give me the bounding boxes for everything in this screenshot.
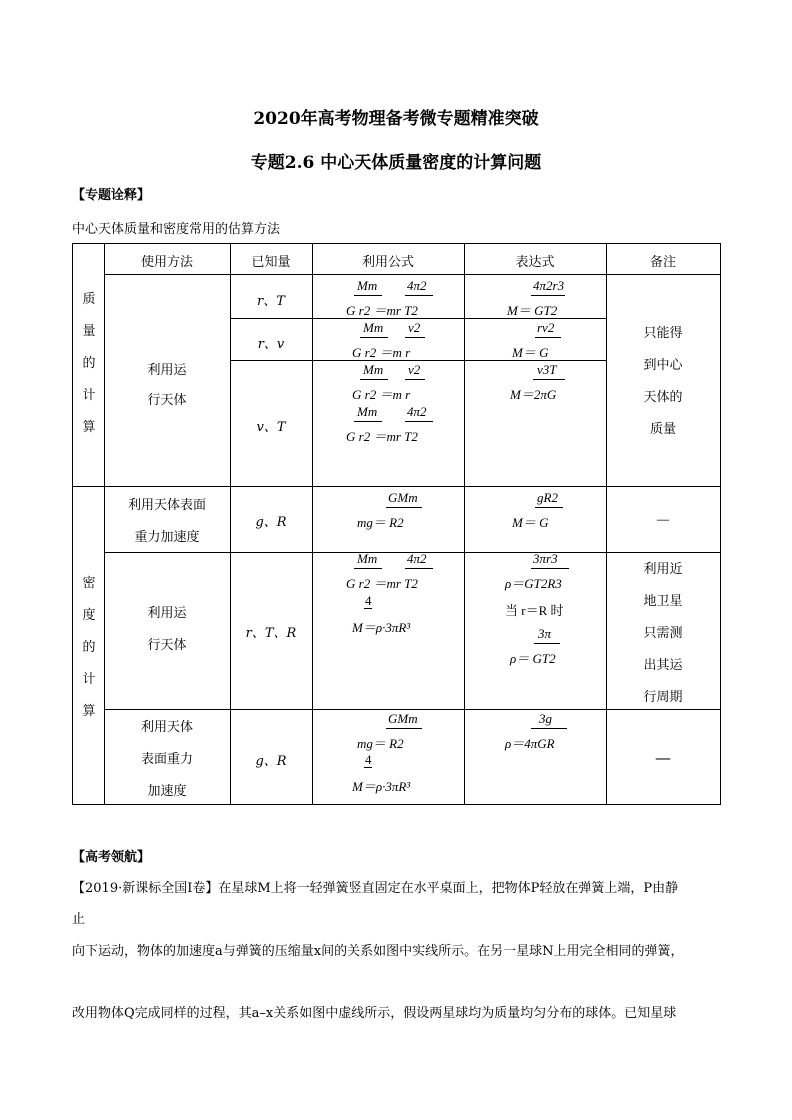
method-line: 行天体 (147, 393, 187, 408)
expression-top: 4π2r3 (533, 278, 565, 293)
method-line: 重力加速度 (134, 530, 200, 545)
fraction-bar (354, 421, 382, 422)
formula-top: v2 (408, 320, 421, 335)
header-method: 使用方法 (140, 255, 193, 270)
surface-note: － (654, 511, 671, 530)
expression-top: gR2 (537, 490, 558, 505)
formula-top: GMm (388, 490, 418, 505)
fraction-bar (534, 643, 560, 644)
fraction-bar (405, 295, 433, 296)
formula-top: 4π2 (407, 404, 427, 419)
mass-method (104, 356, 230, 416)
table-rule (312, 243, 313, 805)
header-formula: 利用公式 (361, 255, 414, 270)
known-g-r-density: g、R (255, 754, 287, 769)
table-rule (464, 243, 465, 805)
formula-top: 4π2 (407, 551, 427, 566)
group-char: 计 (82, 388, 96, 403)
condition-text: 当 r＝R 时 (505, 603, 564, 618)
expression-bottom: ρ＝GT2R3 (505, 576, 562, 591)
group-char: 量 (82, 324, 96, 339)
fraction-bar (405, 421, 433, 422)
fraction-bar (386, 728, 422, 729)
formula-top: Mm (357, 404, 378, 419)
expression-bottom: ρ＝ GT2 (510, 651, 556, 666)
method-line: 利用天体表面 (127, 498, 206, 513)
surface-method (104, 490, 230, 554)
mass-note (606, 318, 720, 446)
expression-bottom: M＝ G (512, 345, 549, 360)
intro-text: 中心天体质量和密度常用的估算方法 (72, 222, 281, 237)
formula-top: Mm (363, 362, 384, 377)
density-orbit-note (606, 554, 720, 714)
note-line: 出其运 (643, 658, 683, 673)
table-border-left (72, 243, 73, 805)
method-line: 利用运 (147, 363, 187, 378)
header-known: 已知量 (251, 255, 291, 270)
fraction-bar (354, 295, 382, 296)
density-orbit-method (104, 598, 230, 662)
volume-numerator: 4 (365, 752, 372, 767)
volume-formula: M＝ρ·3πR³ (352, 779, 411, 794)
problem-line: 向下运动，物体的加速度a与弹簧的压缩量x间的关系如图中实线所示。在另一星球N上用完全相同的弹簧， (72, 944, 684, 959)
fraction-bar (535, 337, 561, 338)
group-char: 的 (82, 356, 96, 371)
problem-line: 改用物体Q完成同样的过程，其a–x关系如图中虚线所示，假设两星球均为质量均匀分布的球体。已知星球 (72, 1006, 677, 1021)
header-note: 备注 (649, 255, 676, 270)
problem-line: 止 (72, 912, 86, 927)
group-char: 算 (82, 704, 96, 719)
table-rule (104, 274, 720, 275)
expression-top: 3πr3 (533, 551, 558, 566)
table-rule (230, 360, 606, 361)
formula-top: 4π2 (407, 278, 427, 293)
method-line: 行天体 (147, 638, 187, 653)
fraction-bar (405, 337, 425, 338)
formula-top: Mm (363, 320, 384, 335)
section-heading-explanation: 【专题诠释】 (72, 188, 151, 203)
fraction-bar (535, 507, 563, 508)
fraction-bar (386, 507, 422, 508)
group-char: 的 (82, 640, 96, 655)
group-char: 密 (82, 576, 96, 591)
table-rule (72, 486, 720, 487)
note-line: 只需测 (643, 626, 683, 641)
fraction-bar (360, 337, 388, 338)
formula-bottom: G r2 ＝mr T2 (346, 303, 418, 318)
note-line: 地卫星 (643, 594, 683, 609)
fraction-bar (360, 379, 388, 380)
header-expression: 表达式 (515, 255, 555, 270)
expression-bottom: M＝2πG (510, 387, 557, 402)
method-line: 利用运 (147, 606, 187, 621)
fraction-bar (531, 295, 565, 296)
method-line: 加速度 (147, 784, 187, 799)
fraction-bar (533, 379, 565, 380)
formula-top: GMm (388, 711, 418, 726)
known-r-t: r、T (257, 294, 285, 309)
expression-bottom: M＝ G (512, 515, 549, 530)
method-line: 利用天体 (140, 720, 193, 735)
note-line: 只能得 (643, 326, 683, 341)
doc-title: 2020年高考物理备考微专题精准突破 (253, 109, 539, 129)
expression-bottom: ρ＝4πGR (505, 736, 555, 751)
known-v-t: v、T (256, 420, 286, 435)
group-char: 算 (82, 420, 96, 435)
fraction-bar (531, 728, 567, 729)
volume-formula: M＝ρ·3πR³ (352, 620, 411, 635)
expression-top: rv2 (537, 320, 555, 335)
table-border-top (72, 243, 720, 244)
fraction-bar (364, 608, 372, 609)
group-char: 计 (82, 672, 96, 687)
expression-top: 3g (539, 711, 552, 726)
fraction-bar (405, 568, 433, 569)
formula-bottom: mg＝ R2 (357, 515, 404, 530)
formula-bottom: G r2 ＝m r (352, 345, 411, 360)
formula-bottom: G r2 ＝mr T2 (346, 429, 418, 444)
method-line: 表面重力 (140, 752, 193, 767)
note-line: 利用近 (643, 562, 683, 577)
expression-top: v3T (537, 362, 557, 377)
expression-bottom: M＝ GT2 (507, 303, 558, 318)
group-char: 质 (82, 292, 96, 307)
formula-top: v2 (408, 362, 421, 377)
group-char: 度 (82, 608, 96, 623)
note-line: 到中心 (643, 358, 683, 373)
table-border-right (720, 243, 721, 805)
problem-line: 【2019·新课标全国Ⅰ卷】在星球M上将一轻弹簧竖直固定在水平桌面上，把物体P轻放在弹簧上端，P由静 (72, 881, 679, 896)
fraction-bar (405, 379, 425, 380)
mass-group-label (74, 284, 104, 444)
section-heading-exam: 【高考领航】 (72, 850, 151, 865)
formula-bottom: G r2 ＝mr T2 (346, 576, 418, 591)
density-surface-method (104, 712, 230, 808)
expression-top: 3π (538, 626, 552, 641)
note-line: 行周期 (643, 690, 683, 705)
formula-bottom: mg＝ R2 (357, 736, 404, 751)
known-g-r: g、R (255, 515, 287, 530)
fraction-bar (354, 568, 382, 569)
density-surface-note: — (655, 748, 671, 767)
formula-bottom: G r2 ＝m r (352, 387, 411, 402)
volume-numerator: 4 (365, 593, 372, 608)
fraction-bar (531, 568, 569, 569)
fraction-bar (364, 767, 372, 768)
known-r-t-r: r、T、R (245, 626, 297, 641)
known-r-v: r、v (257, 337, 285, 352)
density-group-label (74, 568, 104, 728)
formula-top: Mm (357, 278, 378, 293)
doc-subtitle: 专题2.6 中心天体质量密度的计算问题 (250, 153, 542, 173)
note-line: 天体的 (643, 390, 683, 405)
formula-top: Mm (357, 551, 378, 566)
note-line: 质量 (649, 422, 676, 437)
